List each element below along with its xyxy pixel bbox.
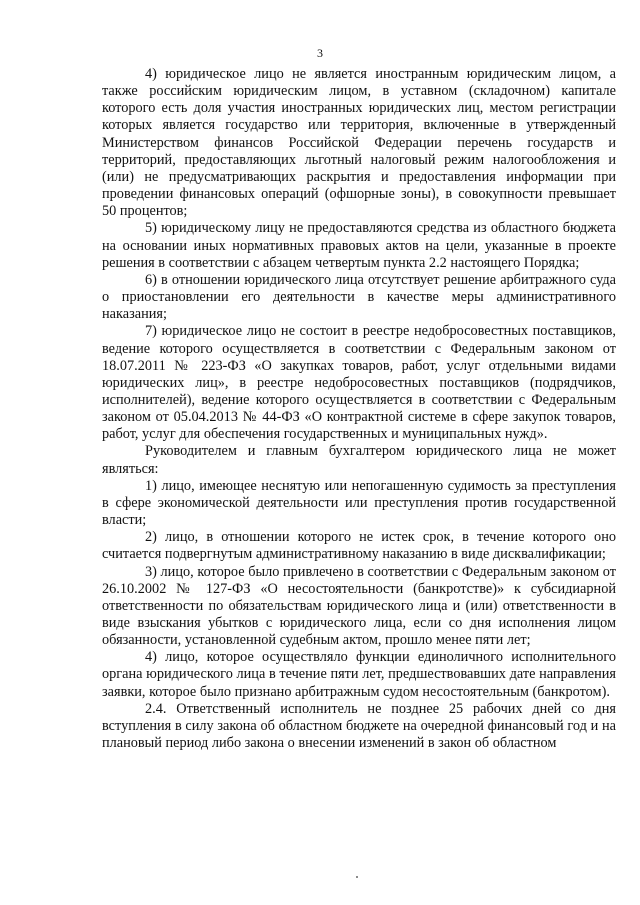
paragraph-management-requirements: Руководителем и главным бухгалтером юридического лица не может являться:	[102, 443, 616, 477]
paragraph-item-6-arbitration: 6) в отношении юридического лица отсутствует решение арбитражного суда о приостановлении его деятельности в качестве меры административного наказания;	[102, 271, 616, 323]
paragraph-item-7-supplier-registry: 7) юридическое лицо не состоит в реестре недобросовестных поставщиков, ведение которого осуществляется в соответствии с Федеральным законом от 18.07.2011 № 223-ФЗ «О закупках товаров, работ, услуг отдельными видами юридических лиц», в реестре недобросовестных поставщиков (подрядчиков, исполнителей), ведение которого осуществляется в соответствии с Федеральным законом от 05.04.2013 № 44-ФЗ «О контрактной системе в сфере закупок товаров, работ, услуг для обеспечения государственных и муниципальных нужд».	[102, 323, 616, 443]
paragraph-item-4-foreign-entity: 4) юридическое лицо не является иностранным юридическим лицом, а также российским юридическим лицом, в уставном (складочном) капитале которого есть доля участия иностранных юридических лиц, местом регистрации которых является государство или территория, включенные в утвержденный Министерством финансов Российской Федерации перечень государств и территорий, предоставляющих льготный налоговый режим налогообложения и (или) не предусматривающих раскрытия и предоставления информации при проведении финансовых операций (офшорные зоны), в совокупности превышает 50 процентов;	[102, 66, 616, 220]
paragraph-item-5-budget-funds: 5) юридическому лицу не предоставляются средства из областного бюджета на основании иных нормативных правовых актов на цели, указанные в проекте решения в соответствии с абзацем четвертым пункта 2.2 настоящего Порядка;	[102, 220, 616, 271]
paragraph-req-3-subsidiary-liability: 3) лицо, которое было привлечено в соответствии с Федеральным законом от 26.10.2002 № 127-ФЗ «О несостоятельности (банкротстве)» к субсидиарной ответственности по обязательствам юридического лица и (или) ответственности в виде взыскания убытков с юридического лица, если со дня исполнения лицом обязанности, установленной судебным актом, прошло менее пяти лет;	[102, 563, 616, 649]
paragraph-req-1-criminal-record: 1) лицо, имеющее неснятую или непогашенную судимость за преступления в сфере экономической деятельности или преступления против государственной власти;	[102, 477, 616, 529]
page-number: 3	[317, 46, 323, 60]
paragraph-req-4-bankruptcy: 4) лицо, которое осуществляло функции единоличного исполнительного органа юридического лица в течение пяти лет, предшествовавших дате направления заявки, которое было признано арбитражным судом несостоятельным (банкротом).	[102, 649, 616, 700]
document-body	[102, 66, 616, 752]
paragraph-section-2-4: 2.4. Ответственный исполнитель не позднее 25 рабочих дней со дня вступления в силу закона об областном бюджете на очередной финансовый год и на плановый период либо закона о внесении изменений в закон об областном	[102, 700, 616, 752]
scan-artifact	[356, 876, 358, 878]
paragraph-req-2-disqualification: 2) лицо, в отношении которого не истек срок, в течение которого оно считается подвергнутым административному наказанию в виде дисквалификации;	[102, 529, 616, 563]
